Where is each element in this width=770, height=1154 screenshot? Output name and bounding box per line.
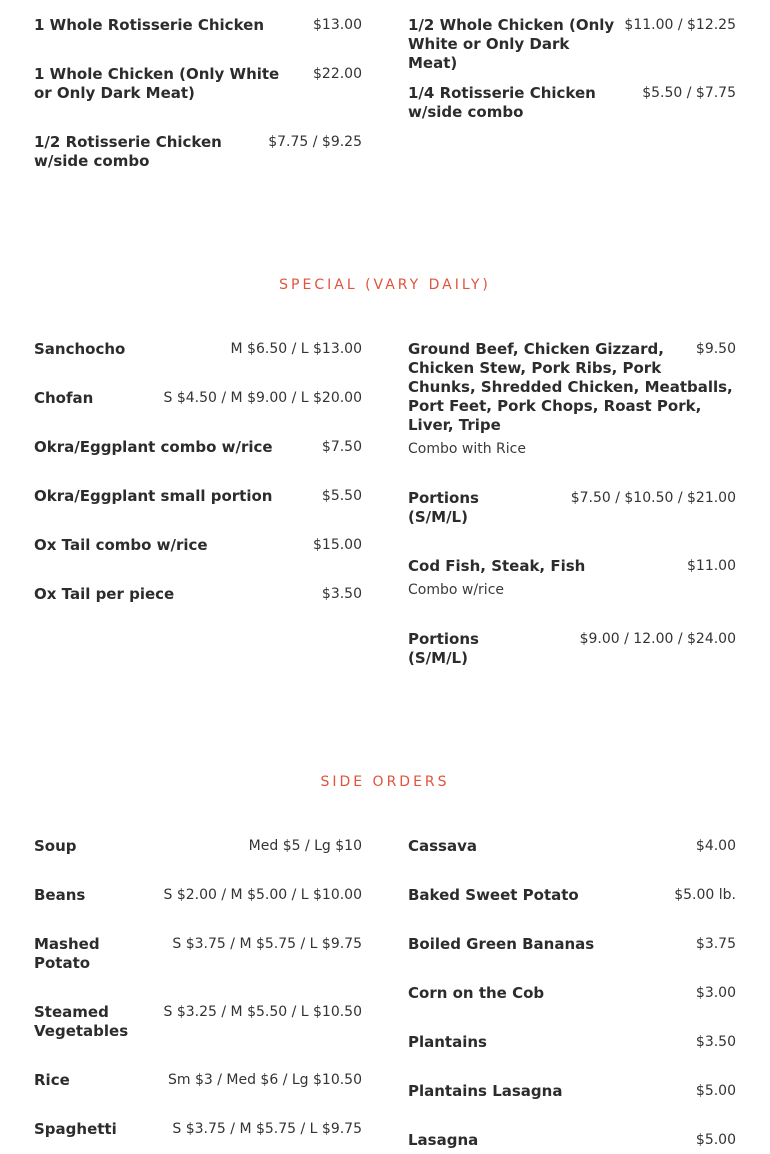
item-price: S $3.25 / M $5.50 / L $10.50 <box>163 1004 362 1020</box>
menu-item <box>408 557 736 600</box>
item-name: Rice <box>34 1071 70 1089</box>
item-name: Boiled Green Bananas <box>408 935 595 953</box>
menu-item <box>408 340 736 459</box>
item-price: M $6.50 / L $13.00 <box>230 341 362 357</box>
item-price: $7.75 / $9.25 <box>268 134 362 150</box>
menu-item <box>34 16 362 35</box>
menu-item <box>408 886 736 905</box>
item-name: Ox Tail combo w/rice <box>34 536 208 554</box>
menu-item <box>408 1131 736 1150</box>
item-name: Cod Fish, Steak, Fish <box>408 557 586 575</box>
item-name: Sanchocho <box>34 340 126 358</box>
section-title-special: SPECIAL (VARY DAILY) <box>279 277 491 293</box>
item-name: Ox Tail per piece <box>34 585 175 603</box>
item-name: 1/4 Rotisserie Chicken w/side combo <box>408 84 596 121</box>
item-description: Combo w/rice <box>408 582 505 598</box>
menu-item <box>34 133 362 171</box>
item-price: $3.50 <box>695 1034 736 1050</box>
menu-item <box>34 438 362 457</box>
menu-item <box>408 630 736 668</box>
section-title-side-orders: SIDE ORDERS <box>320 774 450 790</box>
item-price: $5.00 <box>695 1132 736 1148</box>
item-name: Corn on the Cob <box>408 984 545 1002</box>
item-price: $11.00 / $12.25 <box>624 17 736 33</box>
item-price: $5.00 <box>695 1083 736 1099</box>
item-price: $5.50 <box>321 488 362 504</box>
menu-item <box>34 1071 362 1090</box>
item-price: S $3.75 / M $5.75 / L $9.75 <box>172 1121 362 1137</box>
item-description: Combo with Rice <box>408 441 526 457</box>
item-price: S $2.00 / M $5.00 / L $10.00 <box>163 887 362 903</box>
item-price: $9.00 / 12.00 / $24.00 <box>579 631 736 647</box>
menu-item <box>34 837 362 856</box>
menu-item <box>408 984 736 1003</box>
item-name: Cassava <box>408 837 478 855</box>
item-price: Sm $3 / Med $6 / Lg $10.50 <box>168 1072 362 1088</box>
menu-item <box>34 389 362 408</box>
item-name: 1/2 Rotisserie Chicken w/side combo <box>34 133 222 170</box>
menu-item <box>408 16 736 73</box>
item-name: Okra/Eggplant small portion <box>34 487 273 505</box>
item-price: $13.00 <box>313 17 362 33</box>
item-price: $22.00 <box>313 66 362 82</box>
menu-item <box>408 84 736 122</box>
menu-item <box>408 935 736 954</box>
menu-item <box>408 489 736 527</box>
item-price: $4.00 <box>695 838 736 854</box>
item-name: Portions (S/M/L) <box>408 630 479 667</box>
item-name: Steamed Vegetables <box>34 1003 129 1040</box>
item-name: Ground Beef, Chicken Gizzard, Chicken Stew, Pork Ribs, Pork Chunks, Shredded Chicken, Meatballs, Port Feet, Pork Chops, Roast Pork, Liver, Tripe <box>408 340 733 434</box>
item-name: Okra/Eggplant combo w/rice <box>34 438 273 456</box>
menu-item <box>34 536 362 555</box>
item-name: Spaghetti <box>34 1120 117 1138</box>
item-name: 1 Whole Chicken (Only White or Only Dark Meat) <box>34 65 280 102</box>
menu-item <box>34 585 362 604</box>
item-name: Chofan <box>34 389 94 407</box>
item-price: $3.00 <box>695 985 736 1001</box>
item-price: S $4.50 / M $9.00 / L $20.00 <box>163 390 362 406</box>
item-name: 1/2 Whole Chicken (Only White or Only Dark Meat) <box>408 16 615 72</box>
item-price: $5.00 lb. <box>674 887 736 903</box>
item-name: Mashed Potato <box>34 935 100 972</box>
item-name: Plantains <box>408 1033 487 1051</box>
menu-item <box>408 1033 736 1052</box>
item-price: $3.75 <box>695 936 736 952</box>
item-name: Plantains Lasagna <box>408 1082 563 1100</box>
menu-item <box>34 65 362 103</box>
menu-item <box>408 837 736 856</box>
item-price: $5.50 / $7.75 <box>642 85 736 101</box>
item-price: $7.50 <box>321 439 362 455</box>
item-name: 1 Whole Rotisserie Chicken <box>34 16 265 34</box>
menu-item <box>34 1003 362 1041</box>
item-price: $11.00 <box>687 558 736 574</box>
menu-item <box>34 487 362 506</box>
item-price: $7.50 / $10.50 / $21.00 <box>570 490 736 506</box>
item-name: Lasagna <box>408 1131 479 1149</box>
item-name: Soup <box>34 837 77 855</box>
item-name: Portions (S/M/L) <box>408 489 479 526</box>
item-name: Beans <box>34 886 86 904</box>
item-price: S $3.75 / M $5.75 / L $9.75 <box>172 936 362 952</box>
item-price: Med $5 / Lg $10 <box>248 838 362 854</box>
item-name: Baked Sweet Potato <box>408 886 579 904</box>
menu-item <box>34 886 362 905</box>
menu-item <box>34 340 362 359</box>
menu-item <box>34 935 362 973</box>
menu-item <box>408 1082 736 1101</box>
item-price: $9.50 <box>695 341 736 357</box>
menu-item <box>34 1120 362 1139</box>
item-price: $3.50 <box>321 586 362 602</box>
item-price: $15.00 <box>313 537 362 553</box>
